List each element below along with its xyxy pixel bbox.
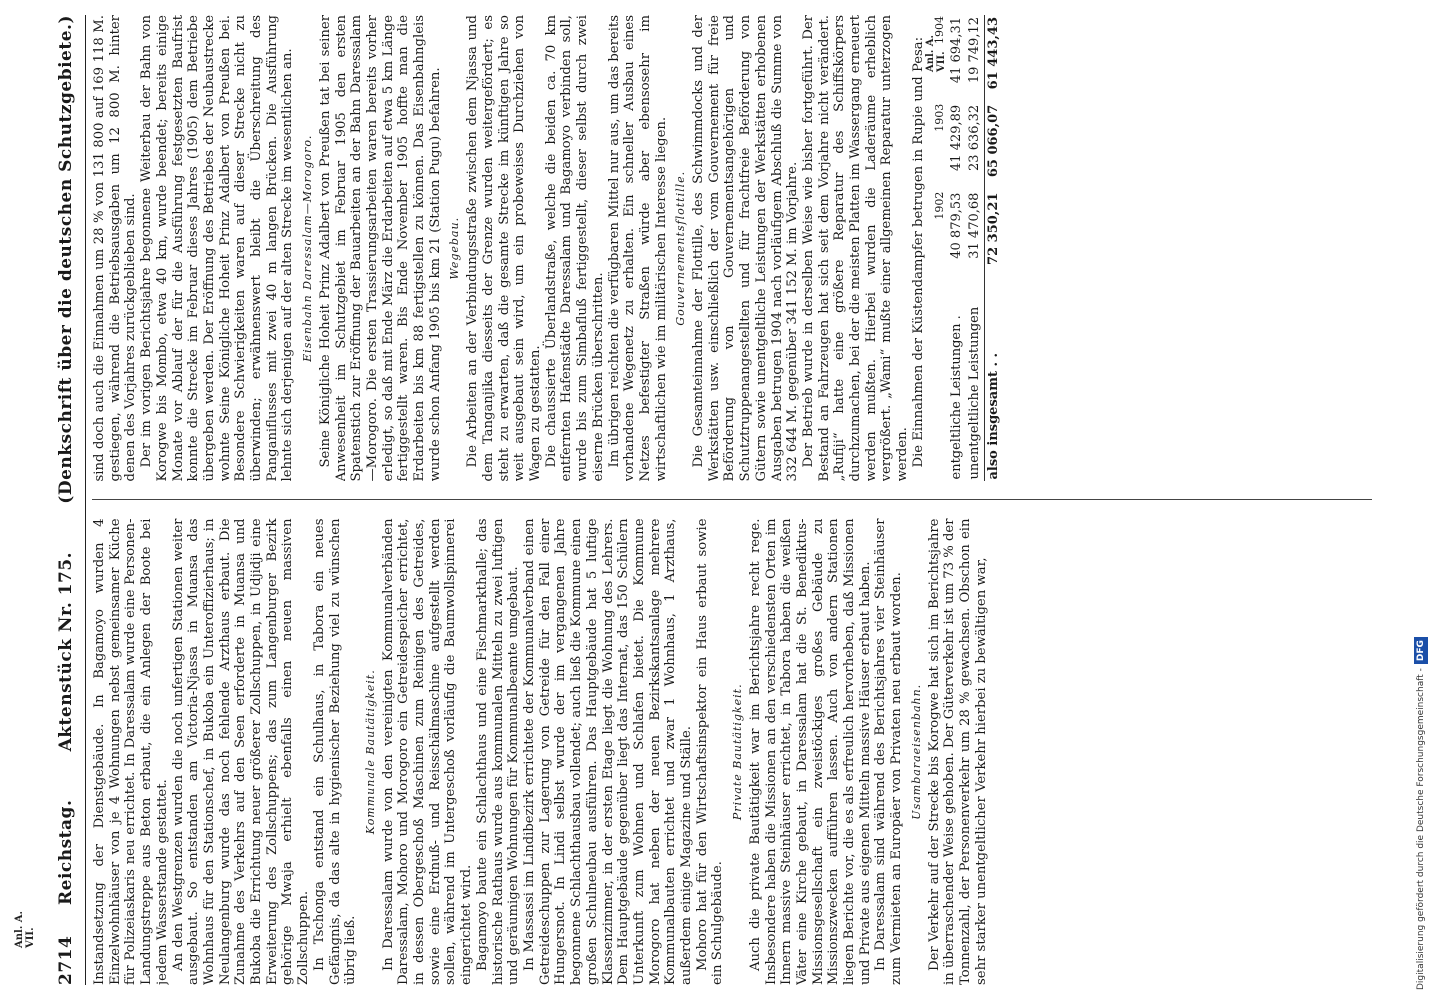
table-cell: 19 749,12 [966, 17, 982, 84]
margin-note-bottom-left: Anl. A. VII. [14, 910, 36, 948]
table-row [966, 15, 984, 482]
header-right: (Denkschrift über die deutschen Schutzgebiete.) [56, 15, 76, 504]
section-heading: Wegebau. [448, 216, 462, 280]
digitization-text: Digitalisierung gefördert durch die Deutsche Forschungsgemeinschaft - [1416, 668, 1426, 990]
paragraph: Instandsetzung der Dienstgebäude. In Bagamoyo wurden 4 Einzelwohnhäuser von je 4 Wohnungen nebst gemeinsamer Küche für Polizeiaskaris neu errichtet. In Daressalam wurde eine Personen-Landungstreppe aus Beton erbaut, die ein Anlegen der Boote bei jedem Wasserstande gestattet. [92, 518, 170, 985]
paragraph: Die Gesamteinnahme der Flottille, des Schwimmdocks und der Werkstätten usw. einschließlich der vom Gouvernement für freie Beförderung von Gouvernementsangehörigen und Schutztruppenangestellten und für frachtfreie Beförderung von Gütern sowie unentgeltliche Leistungen der Werkstätten erhobenen Ausgaben betrugen 1904 nach vorläufigem Abschluß die Summe von 332 644 M. gegenüber 341 152 M. im Vorjahre. [691, 15, 801, 482]
table-row [948, 15, 966, 482]
paragraph: In Daressalam sind während des Berichtsjahres vier Steinhäuser zum Vermieten an Europäer von Privaten neu erbaut worden. [873, 518, 905, 985]
header-left: Reichstag. [56, 799, 76, 905]
paragraph: In Daressalam wurde von den vereinigten Kommunalverbänden Daressalam, Mohoro und Morogoro ein Getreidespeicher errichtet, in dessen Obergeschoß Maschinen zum Reinigen des Getreides, sowie eine Erdnuß- und Reisschälmaschine aufgestellt werden sollen, während im Untergeschoß vorläufig die Baumwollspinnerei eingerichtet wird. [380, 518, 475, 985]
page-number: 2714 [56, 935, 76, 985]
row-label: also insgesamt . . [984, 278, 1002, 481]
paragraph: Die chaussierte Überlandstraße, welche die beiden ca. 70 km entfernten Hafenstädte Daressalam und Bagamoyo verbinden soll, wurde bis zum Simbafluß fertiggestellt, dieser selbst durch zwei eiserne Brücken überschritten. [543, 15, 606, 482]
paragraph: Der im vorigen Berichtsjahre begonnene Weiterbau der Bahn von Korogwe bis Mombo, etwa 40 km, wurde beendet; bereits einige Monate vor Ablauf der für die Ausführung festgesetzten Baufrist konnte die Strecke im Februar dieses Jahres (1905) dem Betriebe übergeben werden. Der Eröffnung des Betriebes der Neubaustrecke wohnte Seine Königliche Hoheit Prinz Adalbert von Preußen bei. Besondere Schwierigkeiten waren auf dieser Strecke nicht zu überwinden; erwähnenswert bleibt die Überschreitung des Panganiflusses mit zwei 40 m langen Brücken. Die Ausführung lehnte sich derjenigen auf der alten Strecke im wesentlichen an. [139, 15, 296, 482]
dfg-logo: DFG [1414, 637, 1428, 664]
table-cell: 41 694,31 [949, 17, 965, 84]
paragraph: An den Westgrenzen wurden die noch unfertigen Stationen weiter ausgebaut. So entstanden am Victoria-Njassa in Muansa das Wohnhaus für den Stationschef, in Bukoba ein Unteroffizierhaus; in Neulangenburg wurde das noch fehlende Arzthaus erbaut. Die Zunahme des Verkehrs auf den Seen erforderte in Muansa und Bukoba die Errichtung neuer größerer Zollschuppen, in Udjidji eine Erweiterung des Zollschuppens; das zum Langenburger Bezirk gehörige Mwaja erhielt ebenfalls einen neuen massiven Zollschuppen. [170, 518, 312, 985]
text-columns [92, 15, 1372, 985]
section-heading: Eisenbahn Daressalam—Morogoro. [301, 134, 315, 362]
table-cell: 72 350,21 [984, 191, 1002, 279]
section-heading: Private Bautätigkeit. [731, 683, 745, 821]
paragraph: Die Arbeiten an der Verbindungsstraße zwischen dem Njassa und dem Tanganjika diesseits der Grenze wurden weitergefördert; es steht zu erwarten, daß die gesamte Strecke im künftigen Jahre so weit ausgebaut sein wird, um ein probeweises Durchziehen von Wagen zu gestatten. [465, 15, 543, 482]
table-cell: 31 470,68 [966, 192, 982, 259]
paragraph: Die Einnahmen der Küstendampfer betrugen in Rupie und Pesa: [910, 36, 926, 468]
column-right [92, 15, 1372, 482]
row-label: entgeltliche Leistungen . [949, 315, 965, 480]
column-divider [92, 500, 1372, 501]
header-center: Aktenstück Nr. 175. [56, 551, 76, 752]
table-header-year: 1904 [932, 16, 946, 44]
table-total-row [984, 15, 1002, 482]
document-page [50, 5, 1380, 995]
section-heading: Usambaraeisenbahn. [909, 683, 923, 820]
revenue-table [931, 15, 1003, 482]
digitization-strip [1414, 10, 1428, 990]
table-cell: 61 443,43 [984, 15, 1002, 103]
table-header-year: 1902 [932, 191, 946, 220]
paragraph: sind doch auch die Einnahmen um 28 % von 131 800 auf 169 118 M. gestiegen, während die Betriebsausgaben um 12 800 M. hinter denen des Vorjahres zurückgeblieben sind. [92, 15, 139, 482]
margin-note-top-right: Anl. A. VII. [925, 34, 947, 72]
column-left [92, 519, 1372, 986]
paragraph: Der Verkehr auf der Strecke bis Korogwe hat sich im Berichtsjahre in überraschender Weise gehoben. Der Güterverkehr ist um 73 % der Tonnenzahl, der Personenverkehr um 28 % gewachsen. Obschon ein sehr starker unentgeltlicher Verkehr hierbei zu bewältigen war, [926, 518, 989, 985]
paragraph: Seine Königliche Hoheit Prinz Adalbert von Preußen tat bei seiner Anwesenheit im Schutzgebiet im Februar 1905 den ersten Spatenstich zur Eröffnung der Bauarbeiten an der Bahn Daressalam—Morogoro. Die ersten Trassierungsarbeiten waren bereits vorher erledigt, so daß mit Ende März die Erdarbeiten auf etwa 5 km Länge fertiggestellt waren. Bis Ende November 1905 hoffte man die Erdarbeiten bis km 88 fertigstellen zu können. Das Eisenbahngleis wurde schon Anfang 1905 bis km 21 (Station Pugu) befahren. [317, 15, 443, 482]
section-heading: Gouvernementsflottille. [674, 170, 688, 326]
table-cell: 40 879,53 [949, 192, 965, 259]
paragraph: Bagamoyo baute ein Schlachthaus und eine Fischmarkthalle; das historische Rathaus wurde aus kommunalen Mitteln zu zwei luftigen und geräumigen Wohnungen für Kommunalbeamte umgebaut. [474, 518, 522, 985]
digitization-note [1414, 10, 1428, 990]
table-header-year: 1903 [932, 103, 946, 132]
table-header-blank [931, 278, 949, 481]
paragraph: Mohoro hat für den Wirtschaftsinspektor ein Haus erbaut sowie ein Schulgebäude. [694, 518, 726, 985]
paragraph: Der Betrieb wurde in derselben Weise wie bisher fortgeführt. Der Bestand an Fahrzeugen hat sich seit dem Vorjahre nicht verändert. „Rufiji“ hatte eine größere Reparatur des Schiffskörpers durchzumachen, bei der die meisten Platten im Wassergang erneuert werden mußten. Hierbei wurden die Laderäume erheblich vergrößert. „Wami“ mußte einer allgemeinen Reparatur unterzogen werden. [800, 15, 911, 482]
section-heading: Kommunale Bautätigkeit. [363, 669, 377, 835]
paragraph: Auch die private Bautätigkeit war im Berichtsjahre recht rege. Insbesondere haben die Missionen an den verschiedensten Orten im Innern massive Steinhäuser errichtet, in Tabora haben die weißen Väter eine Kirche gebaut, in Daressalam hat die St. Benediktus-Missionsgesellschaft ein zweistöckiges großes Gebäude zu Missionszwecken aufführen lassen. Auch von andern Stationen liegen Berichte vor, die es als erfreulich hervorheben, daß Missionen und Private aus eigenen Mitteln massive Häuser erbaut haben. [747, 518, 873, 985]
paragraph: In Tschonga entstand ein Schulhaus, in Tabora ein neues Gefängnis, da das alte in hygienischer Beziehung viel zu wünschen übrig ließ. [311, 518, 359, 985]
table-cell: 65 066,07 [984, 103, 1002, 191]
table-cell: 41 429,89 [949, 104, 965, 171]
table-cell: 23 636,32 [966, 104, 982, 171]
row-label: unentgeltliche Leistungen [966, 306, 982, 480]
paragraph: In Massassi im Lindibezirk errichtete der Kommunalverband einen Getreideschuppen zur Lagerung von Getreide für den Fall einer Hungersnot. In Lindi selbst wurde der im vergangenen Jahre begonnene Schlachthausbau vollendet; auch ließ die Kommune einen großen Schulneubau ausführen. Das Hauptgebäude hat 5 luftige Klassenzimmer, in der ersten Etage liegt die Wohnung des Lehrers. Dem Hauptgebäude gegenüber liegt das Internat, das 150 Schülern Unterkunft zum Wohnen und Schlafen bietet. Die Kommune Morogoro hat neben der neuen Bezirkskantsanlage mehrere Kommunalbauten errichtet und zwar 1 Wohnhaus, 1 Arzthaus, außerdem einige Magazine und Ställe. [521, 518, 695, 985]
page-header [56, 15, 86, 985]
table-header-row [931, 15, 949, 482]
paragraph: Im übrigen reichten die verfügbaren Mittel nur aus, um das bereits vorhandene Wegenetz zu erhalten. Ein schneller Ausbau eines Netzes befestigter Straßen würde aber ebensosehr im wirtschaftlichen wie im militärischen Interesse liegen. [606, 15, 669, 482]
